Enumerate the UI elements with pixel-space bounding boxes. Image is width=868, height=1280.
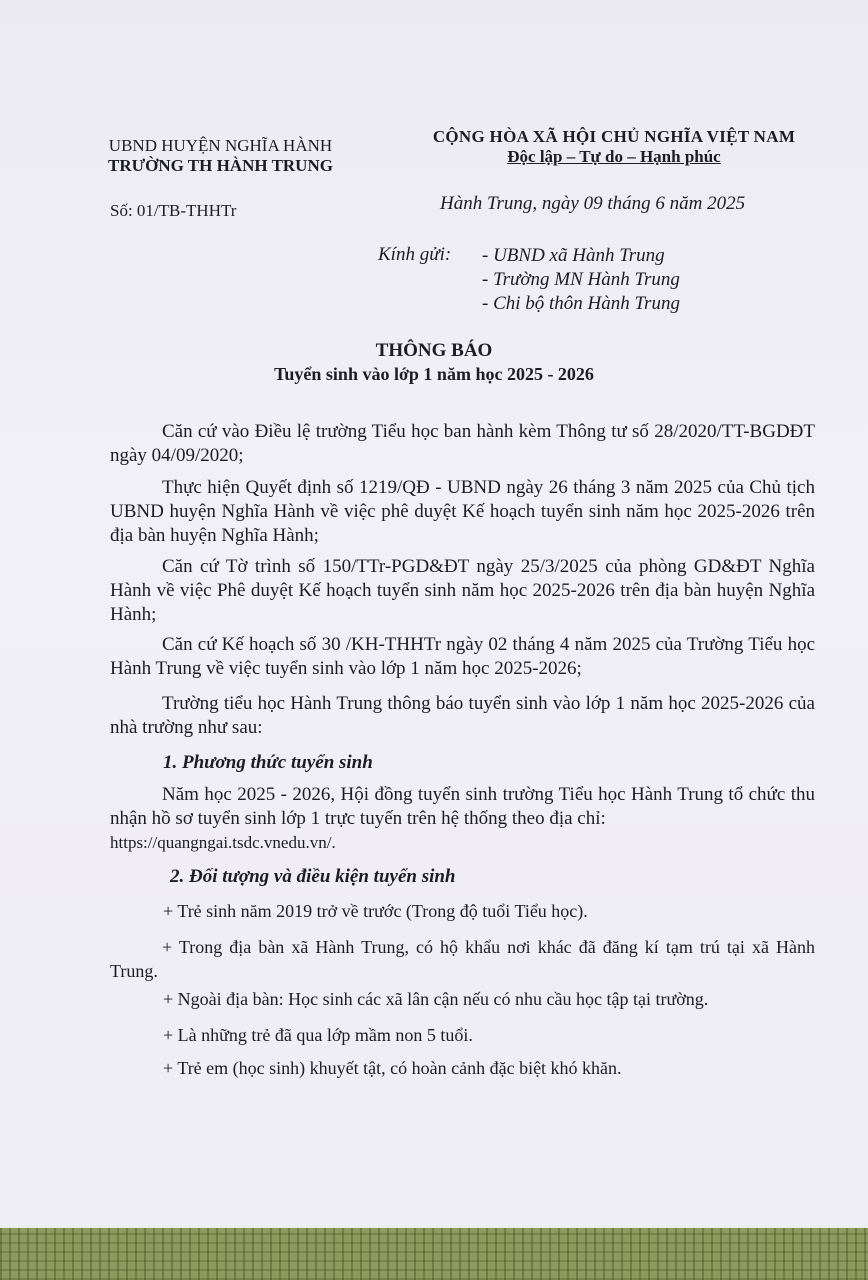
- paragraph: Thực hiện Quyết định số 1219/QĐ - UBND ngày 26 tháng 3 năm 2025 của Chủ tịch UBND huyện Nghĩa Hành về việc phê duyệt Kế hoạch tuyển sinh năm học 2025-2026 trên địa bàn huyện Nghĩa Hành;: [110, 477, 815, 546]
- document-subtitle: Tuyển sinh vào lớp 1 năm học 2025 - 2026: [274, 364, 594, 384]
- recipient-item: - UBND xã Hành Trung: [482, 245, 665, 266]
- criteria-item: + Trong địa bàn xã Hành Trung, có hộ khẩu nơi khác đã đăng kí tạm trú tại xã Hành Trung.: [110, 937, 815, 981]
- paragraph: Căn cứ vào Điều lệ trường Tiểu học ban hành kèm Thông tư số 28/2020/TT-BGDĐT ngày 04/09/2020;: [110, 421, 815, 466]
- nation-line-2: [424, 147, 804, 167]
- criteria-item: + Là những trẻ đã qua lớp mầm non 5 tuổi.: [163, 1025, 473, 1045]
- recipients-label: Kính gửi:: [378, 244, 452, 265]
- recipient-item: - Trường MN Hành Trung: [482, 269, 680, 290]
- paragraph: Căn cứ Kế hoạch số 30 /KH-THHTr ngày 02 tháng 4 năm 2025 của Trường Tiểu học Hành Trung về việc tuyển sinh vào lớp 1 năm học 2025-2026;: [110, 634, 815, 679]
- recipients-list: [482, 244, 680, 316]
- criteria-item: + Ngoài địa bàn: Học sinh các xã lân cận nếu có nhu cầu học tập tại trường.: [163, 989, 709, 1009]
- table-surface: [0, 1228, 868, 1280]
- document-number: Số: 01/TB-THHTr: [110, 201, 237, 220]
- paragraph: Căn cứ Tờ trình số 150/TTr-PGD&ĐT ngày 25/3/2025 của phòng GD&ĐT Nghĩa Hành về việc Phê duyệt Kế hoạch tuyển sinh năm học 2025-2026 trên địa bàn huyện Nghĩa Hành;: [110, 556, 815, 625]
- date-line: Hành Trung, ngày 09 tháng 6 năm 2025: [440, 193, 746, 214]
- section-1-text: Năm học 2025 - 2026, Hội đồng tuyển sinh trường Tiểu học Hành Trung tổ chức thu nhận hồ sơ tuyển sinh lớp 1 trực tuyến trên hệ thống theo địa chỉ: https://quangngai.tsdc.vnedu.vn/.: [110, 784, 815, 852]
- criteria-item: + Trẻ em (học sinh) khuyết tật, có hoàn cảnh đặc biệt khó khăn.: [163, 1058, 622, 1078]
- issuing-organization: [108, 136, 333, 176]
- recipient-item: - Chi bộ thôn Hành Trung: [482, 293, 680, 314]
- national-motto: [424, 127, 804, 167]
- section-2-heading: 2. Đối tượng và điều kiện tuyển sinh: [170, 866, 456, 887]
- paragraph: Trường tiểu học Hành Trung thông báo tuyển sinh vào lớp 1 năm học 2025-2026 của nhà trường như sau:: [110, 693, 815, 738]
- criteria-item: + Trẻ sinh năm 2019 trở về trước (Trong độ tuổi Tiểu học).: [163, 901, 588, 921]
- org-line-1: UBND HUYỆN NGHĨA HÀNH: [108, 136, 333, 155]
- document-title: THÔNG BÁO: [375, 340, 493, 361]
- org-line-2: TRƯỜNG TH HÀNH TRUNG: [108, 156, 333, 175]
- registration-url: https://quangngai.tsdc.vnedu.vn/.: [110, 833, 336, 852]
- nation-line-1: CỘNG HÒA XÃ HỘI CHỦ NGHĨA VIỆT NAM: [432, 127, 796, 146]
- motto-text: Độc lập – Tự do – Hạnh phúc: [507, 147, 721, 166]
- section-1-heading: 1. Phương thức tuyển sinh: [163, 752, 373, 773]
